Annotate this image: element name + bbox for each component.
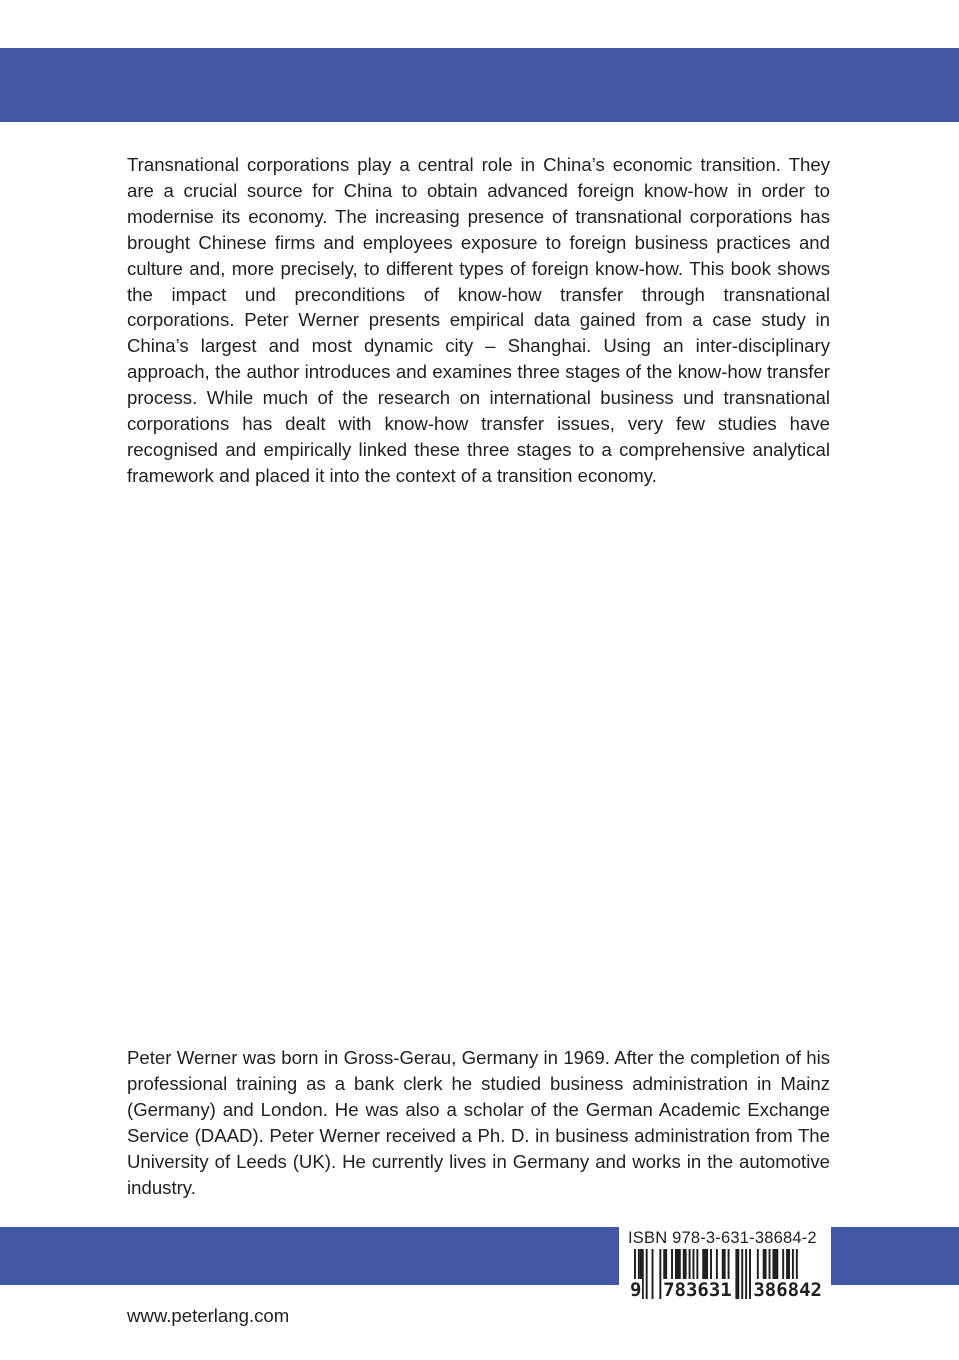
author-biography: Peter Werner was born in Gross-Gerau, Germany in 1969. After the completion of his professional training as a bank clerk he studied business administration in Mainz (Germany) and London. He was also a scholar of the German Academic Exchange Service (DAAD). Peter Werner received a Ph. D. in business administration from The University of Leeds (UK). He currently lives in Germany and works in the automotive industry. [127,1047,830,1198]
publisher-website: www.peterlang.com [127,1305,290,1326]
isbn-barcode-block [619,1227,831,1300]
barcode-digit-group: 783631 [663,1279,732,1301]
top-color-band [0,48,959,122]
barcode-digits [629,1279,823,1301]
barcode-digit-group: 386842 [753,1279,822,1301]
book-description: Transnational corporations play a central role in China’s economic transition. They are a crucial source for China to obtain advanced foreign know-how in order to modernise its economy. The increasing presence of transnational corporations has brought Chinese firms and employees exposure to foreign business practices and culture and, more precisely, to different types of foreign know-how. This book shows the impact und preconditions of know-how transfer through transnational corporations. Peter Werner presents empirical data gained from a case study in China’s largest and most dynamic city – Shanghai. Using an inter-disciplinary approach, the author introduces and examines three stages of the know-how transfer process. While much of the research on international business und transnational corporations has dealt with know-how transfer issues, very few studies have recognised and empirically linked these three stages to a comprehensive analytical framework and placed it into the context of a transition economy. [127,154,830,486]
isbn-label: ISBN 978-3-631-38684-2 [628,1229,817,1247]
barcode-digit-group: 9 [630,1279,642,1301]
